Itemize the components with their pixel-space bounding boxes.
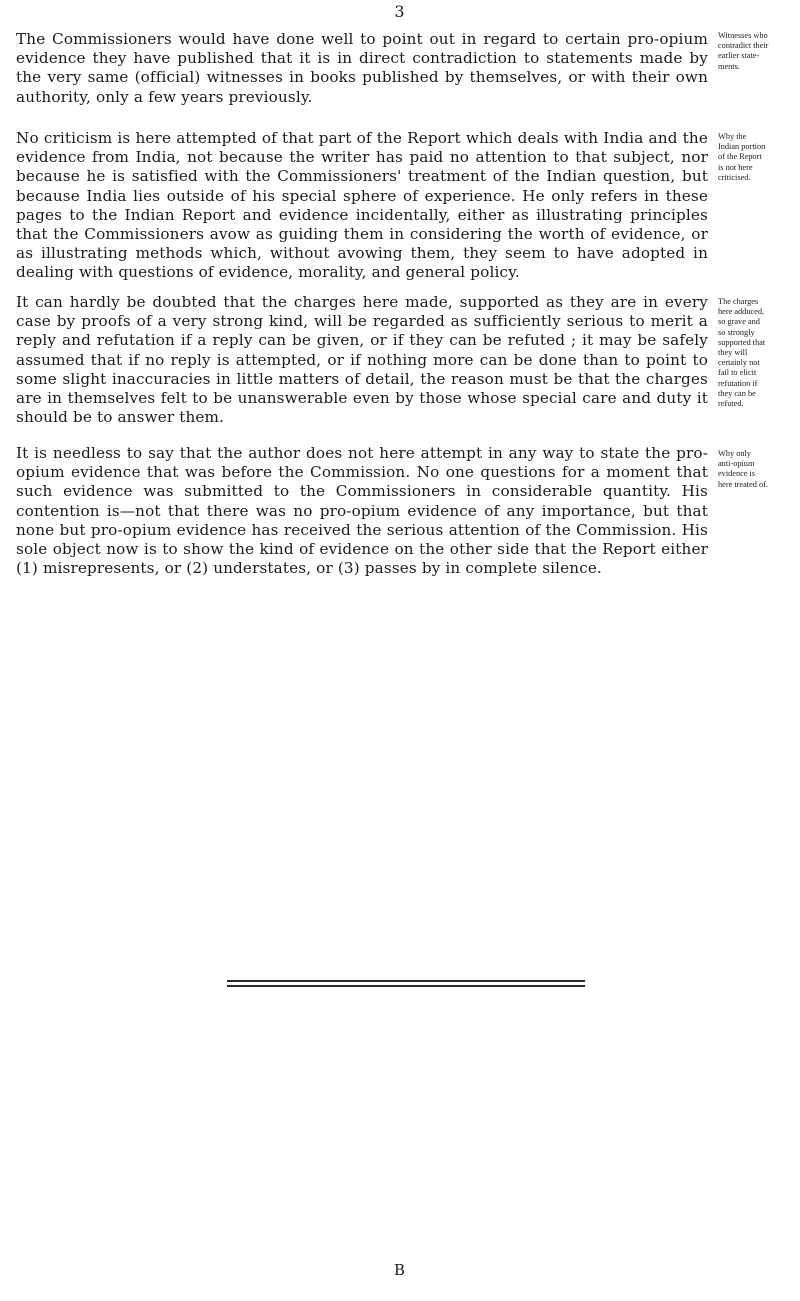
paragraph-text: The Commissioners would have done well to point out in regard to certain pro-opium evidence they have published that it is in direct contradiction to statements made by the very same (official) witnesses in books published by themselves, or with their own authority, only a few years previously.	[16, 30, 708, 106]
side-note-line: of the Report	[718, 152, 762, 162]
paragraph-4	[16, 444, 708, 578]
paragraph-text: It is needless to say that the author does not here attempt in any way to state the pro-opium evidence that was before the Commission. No one questions for a moment that such evidence was submitted to the Commissioners in considerable quantity. His contention is—not that there was no pro-opium evidence of any importance, but that none but pro-opium evidence has received the serious attention of the Commission. His sole object now is to show the kind of evidence on the other side that the Report either (1) misrepresents, or (2) understates, or (3) passes by in complete silence.	[16, 444, 708, 578]
side-note-line: refuted.	[718, 399, 744, 409]
rule-lower	[227, 985, 585, 987]
side-note-line: Why the	[718, 132, 747, 141]
page-number: 3	[394, 2, 406, 21]
side-note-1	[718, 31, 800, 72]
side-note-line: Indian portion	[718, 142, 766, 152]
side-note-line: they can be	[718, 388, 756, 398]
side-note-2	[718, 132, 800, 183]
side-note-4	[718, 449, 800, 490]
side-note-line: certainly not	[718, 358, 760, 368]
side-note-line: Witnesses who	[718, 31, 768, 40]
side-note-line: anti-opium	[718, 459, 755, 469]
side-note-line: criticised.	[718, 172, 751, 182]
paragraph-text: It can hardly be doubted that the charges here made, supported as they are in every case by proofs of a very strong kind, will be regarded as sufficiently serious to merit a reply and refutation if a reply can be given, or if they can be refuted ; it may be safely assumed that if no reply is attempted, or if nothing more can be done than to point to some slight inaccuracies in little matters of detail, the reason must be that the charges are in themselves felt to be unanswerable even by those whose special care and duty it should be to answer them.	[16, 293, 708, 427]
rule-upper	[227, 980, 585, 982]
side-note-line: fail to elicit	[718, 368, 757, 378]
side-note-line: is not here	[718, 162, 753, 172]
paragraph-3	[16, 293, 708, 427]
side-note-line: so grave and	[718, 317, 760, 327]
side-note-3	[718, 297, 800, 409]
side-note-line: The charges	[718, 297, 759, 306]
side-note-line: ments.	[718, 61, 740, 71]
side-note-line: they will	[718, 348, 748, 358]
side-note-line: here adduced,	[718, 307, 765, 317]
side-note-line: earlier state-	[718, 51, 760, 61]
side-note-line: evidence is	[718, 469, 756, 479]
side-note-line: supported that	[718, 337, 766, 347]
side-note-line: refutation if	[718, 378, 758, 388]
side-note-line: so strongly	[718, 327, 755, 337]
paragraph-2	[16, 129, 708, 283]
side-note-line: Why only	[718, 449, 751, 458]
side-note-line: here treated of.	[718, 479, 768, 489]
signature-mark: B	[393, 1261, 407, 1279]
side-note-line: contradict their	[718, 41, 769, 51]
paragraph-text: No criticism is here attempted of that part of the Report which deals with India and the evidence from India, not because the writer has paid no attention to that subject, nor because he is satisfied with the Commissioners' treatment of the Indian question, but because India lies outside of his special sphere of experience. He only refers in these pages to the Indian Report and evidence incidentally, either as illustrating principles that the Commissioners avow as guiding them in considering the worth of evidence, or as illustrating methods which, without avowing them, they seem to have adopted in dealing with questions of evidence, morality, and general policy.	[16, 129, 708, 282]
paragraph-1	[16, 30, 708, 107]
